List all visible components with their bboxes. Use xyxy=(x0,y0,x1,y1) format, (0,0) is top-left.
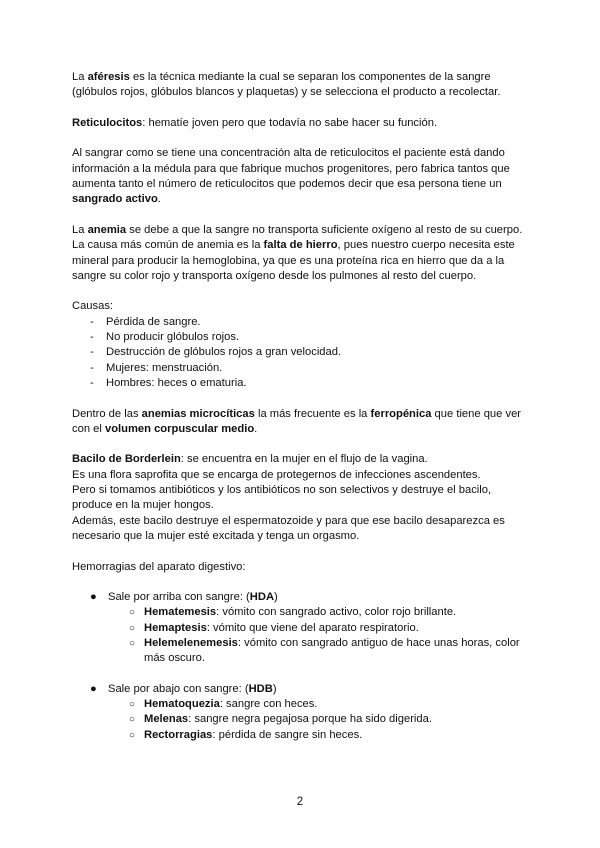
document-body xyxy=(72,70,532,743)
list-item xyxy=(72,345,532,360)
paragraph-sangrado xyxy=(72,146,532,207)
term-hematoquezia: Hematoquezia xyxy=(144,698,220,711)
hda-sublist xyxy=(108,605,532,666)
text: Al sangrar como se tiene una concentración alta de reticulocitos el paciente está dando información a la médula para que fabrique muchos progenitores, pero fabrica tantos que aumenta tanto el número de reticulocitos que podemos decir que esa persona tiene un xyxy=(72,147,510,191)
term-helemelenemesis: Helemelenemesis xyxy=(144,636,238,649)
text: la más frecuente es la xyxy=(254,407,371,420)
hemorragias-heading: Hemorragias del aparato digestivo: xyxy=(72,560,246,573)
text: ) xyxy=(274,591,278,604)
paragraph-reticulocitos xyxy=(72,116,532,131)
paragraph-aferesis xyxy=(72,70,532,101)
list-item xyxy=(72,376,532,391)
list-item xyxy=(72,330,532,345)
circle-marker: ○ xyxy=(129,637,136,649)
hemorragias-list xyxy=(72,590,532,743)
circle-marker: ○ xyxy=(129,714,136,726)
text: es la técnica mediante la cual se separan los componentes de la sangre (glóbulos rojos, glóbulos blancos y plaquetas) y se selecciona el producto a recolectar. xyxy=(72,71,501,99)
text: La xyxy=(72,71,88,83)
sublist-item xyxy=(108,636,532,667)
term-hdb: HDB xyxy=(248,682,273,695)
text: : sangre con heces. xyxy=(219,698,318,711)
term-anemias-microciticas: anemias microcíticas xyxy=(141,407,255,420)
text: Sale por arriba con sangre: ( xyxy=(108,591,250,604)
dash-marker: - xyxy=(90,376,94,389)
dash-marker: - xyxy=(90,315,94,328)
list-item-hdb xyxy=(72,682,532,743)
term-aferesis: aféresis xyxy=(87,71,130,83)
dash-marker: - xyxy=(90,346,94,359)
sublist-item xyxy=(108,712,532,727)
term-melenas: Melenas xyxy=(144,713,189,726)
term-rectorragias: Rectorragias xyxy=(144,728,213,741)
dash-marker: - xyxy=(90,331,94,344)
term-volumen-corpuscular: volumen corpuscular medio xyxy=(104,422,255,435)
text: se debe a que la sangre no transporta suficiente oxígeno al resto de su cuerpo. La causa más común de anemia es la xyxy=(72,223,523,252)
list-item xyxy=(72,315,532,330)
bullet-marker: ● xyxy=(90,591,97,604)
text: . xyxy=(254,422,258,435)
sublist-item xyxy=(108,728,532,743)
text: : vómito con sangrado activo, color rojo brillante. xyxy=(216,606,457,619)
text: La xyxy=(72,223,88,236)
text: Pero si tomamos antibióticos y los antibióticos no son selectivos y destruye el bacilo, produce en la mujer hongos. xyxy=(72,484,492,512)
text: : hematíe joven pero que todavía no sabe hacer su función. xyxy=(142,116,438,129)
list-item-text: Destrucción de glóbulos rojos a gran velocidad. xyxy=(106,346,342,359)
term-hematemesis: Hematemesis xyxy=(144,606,217,619)
circle-marker: ○ xyxy=(129,729,136,741)
term-hda: HDA xyxy=(249,591,275,604)
text: : vómito que viene del aparato respiratorio. xyxy=(206,621,419,634)
paragraph-anemia xyxy=(72,223,532,284)
term-falta-de-hierro: falta de hierro xyxy=(263,239,338,252)
paragraph-microciticas xyxy=(72,407,532,438)
text: . xyxy=(157,193,161,206)
text: , pues nuestro cuerpo necesita este mineral para producir la hemoglobina, ya que es una proteína rica en hierro que da a la sangre su color rojo y transporta oxígeno desde los pulmones al resto del cuerpo. xyxy=(72,239,515,282)
text: : vómito con sangrado antiguo de hace unas horas, color más oscuro. xyxy=(144,636,520,665)
sublist-item xyxy=(108,697,532,712)
text: Además, este bacilo destruye el espermatozoide y para que ese bacilo desaparezca es necesario que la mujer esté excitada y tenga un orgasmo. xyxy=(72,514,505,542)
bullet-marker: ● xyxy=(90,682,97,695)
list-item-hda xyxy=(72,590,532,666)
term-reticulocitos: Reticulocitos xyxy=(72,116,143,129)
circle-marker: ○ xyxy=(129,607,136,619)
sublist-item xyxy=(108,605,532,620)
hdb-sublist xyxy=(108,697,532,743)
term-hemaptesis: Hemaptesis xyxy=(144,621,207,634)
circle-marker: ○ xyxy=(129,699,136,711)
list-item-text: Mujeres: menstruación. xyxy=(106,361,223,374)
text: ) xyxy=(272,682,277,695)
dash-marker: - xyxy=(90,361,94,374)
text: Dentro de las xyxy=(72,407,142,420)
causes-list xyxy=(72,315,532,391)
text: : pérdida de sangre sin heces. xyxy=(212,728,363,741)
paragraph-bacilo xyxy=(72,452,532,544)
text: : sangre negra pegajosa porque ha sido digerida. xyxy=(188,713,432,726)
sublist-item xyxy=(108,621,532,636)
term-anemia: anemia xyxy=(87,223,127,236)
list-item-text: No producir glóbulos rojos. xyxy=(106,331,240,344)
text: Sale por abajo con sangre: ( xyxy=(108,682,249,695)
text: Es una flora saprofita que se encarga de protegernos de infecciones ascendentes. xyxy=(72,468,481,481)
term-bacilo: Bacilo de Borderlein xyxy=(72,453,181,466)
causes-heading: Causas: xyxy=(72,300,114,313)
text: : se encuentra en la mujer en el flujo de la vagina. xyxy=(180,453,428,466)
list-item xyxy=(72,361,532,376)
term-sangrado-activo: sangrado activo xyxy=(72,193,158,206)
text: que tiene que ver con el xyxy=(72,407,522,435)
term-ferropenica: ferropénica xyxy=(370,407,432,420)
list-item-text: Hombres: heces o ematuria. xyxy=(106,376,247,389)
list-item-text: Pérdida de sangre. xyxy=(106,315,201,328)
circle-marker: ○ xyxy=(129,622,136,634)
page-number: 2 xyxy=(296,796,304,808)
